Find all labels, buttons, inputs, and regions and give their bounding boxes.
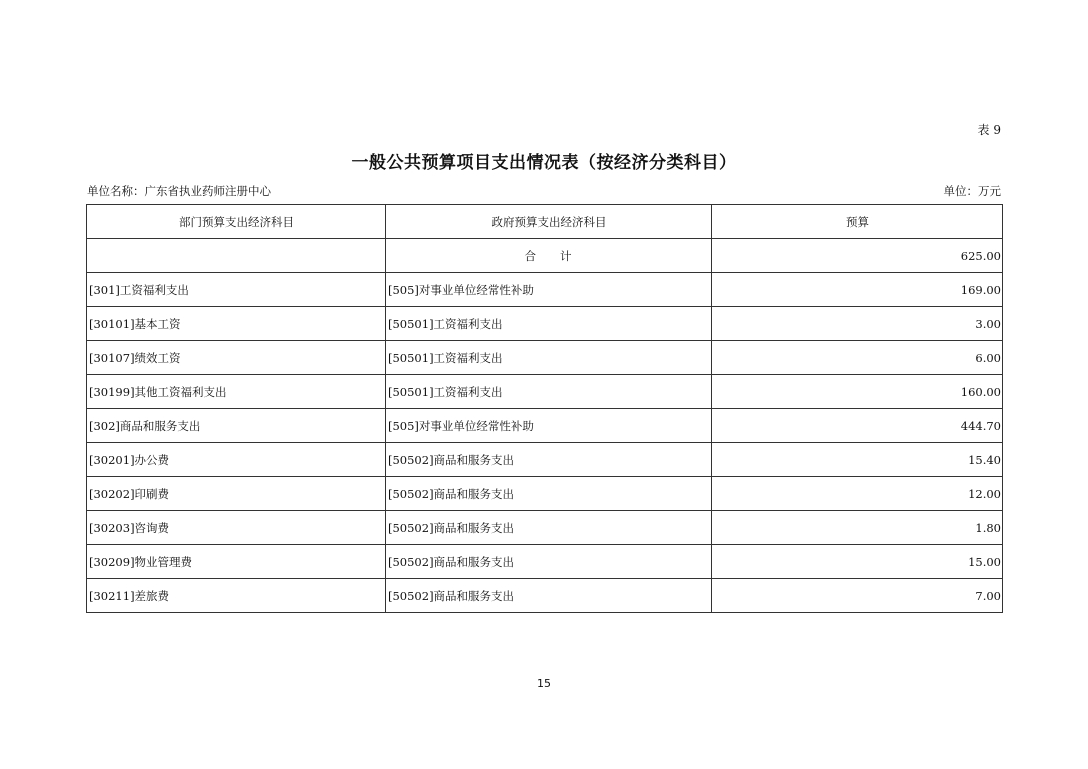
table-row (87, 273, 1003, 307)
unit-name: 单位名称：广东省执业药师注册中心 (87, 184, 271, 198)
page-number: 15 (537, 677, 551, 690)
column-header-budget: 预算 (712, 205, 1003, 239)
table-row (87, 307, 1003, 341)
total-label: 合计 (386, 239, 712, 273)
budget-amount-cell: 160.00 (712, 375, 1003, 409)
budget-amount-cell: 3.00 (712, 307, 1003, 341)
table-row (87, 375, 1003, 409)
dept-subject-cell: [30101]基本工资 (87, 307, 386, 341)
gov-subject-cell: [505]对事业单位经常性补助 (386, 273, 712, 307)
budget-amount-cell: 7.00 (712, 579, 1003, 613)
dept-subject-cell: [30107]绩效工资 (87, 341, 386, 375)
gov-subject-cell: [50501]工资福利支出 (386, 341, 712, 375)
table-row (87, 477, 1003, 511)
gov-subject-cell: [505]对事业单位经常性补助 (386, 409, 712, 443)
dept-subject-cell: [30202]印刷费 (87, 477, 386, 511)
gov-subject-cell: [50502]商品和服务支出 (386, 579, 712, 613)
table-number: 表 9 (977, 123, 1001, 137)
budget-amount-cell: 12.00 (712, 477, 1003, 511)
dept-subject-cell: [302]商品和服务支出 (87, 409, 386, 443)
gov-subject-cell: [50502]商品和服务支出 (386, 477, 712, 511)
total-value: 625.00 (712, 239, 1003, 273)
table-row (87, 409, 1003, 443)
table-row (87, 341, 1003, 375)
dept-subject-cell: [30209]物业管理费 (87, 545, 386, 579)
unit-info-row (87, 183, 1001, 199)
table-row (87, 511, 1003, 545)
currency-unit: 单位：万元 (943, 184, 1001, 198)
gov-subject-cell: [50502]商品和服务支出 (386, 443, 712, 477)
column-header-dept: 部门预算支出经济科目 (87, 205, 386, 239)
dept-subject-cell: [301]工资福利支出 (87, 273, 386, 307)
gov-subject-cell: [50501]工资福利支出 (386, 375, 712, 409)
table-row (87, 443, 1003, 477)
gov-subject-cell: [50502]商品和服务支出 (386, 545, 712, 579)
budget-amount-cell: 169.00 (712, 273, 1003, 307)
budget-amount-cell: 15.40 (712, 443, 1003, 477)
total-row (87, 239, 1003, 273)
table-row (87, 579, 1003, 613)
total-empty-cell (87, 239, 386, 273)
dept-subject-cell: [30203]咨询费 (87, 511, 386, 545)
dept-subject-cell: [30201]办公费 (87, 443, 386, 477)
budget-amount-cell: 15.00 (712, 545, 1003, 579)
dept-subject-cell: [30199]其他工资福利支出 (87, 375, 386, 409)
budget-amount-cell: 1.80 (712, 511, 1003, 545)
dept-subject-cell: [30211]差旅费 (87, 579, 386, 613)
table-row (87, 545, 1003, 579)
gov-subject-cell: [50502]商品和服务支出 (386, 511, 712, 545)
budget-amount-cell: 444.70 (712, 409, 1003, 443)
table-header-row (87, 205, 1003, 239)
expenditure-table (86, 204, 1003, 613)
column-header-gov: 政府预算支出经济科目 (386, 205, 712, 239)
document-title: 一般公共预算项目支出情况表（按经济分类科目） (351, 153, 737, 173)
budget-amount-cell: 6.00 (712, 341, 1003, 375)
gov-subject-cell: [50501]工资福利支出 (386, 307, 712, 341)
